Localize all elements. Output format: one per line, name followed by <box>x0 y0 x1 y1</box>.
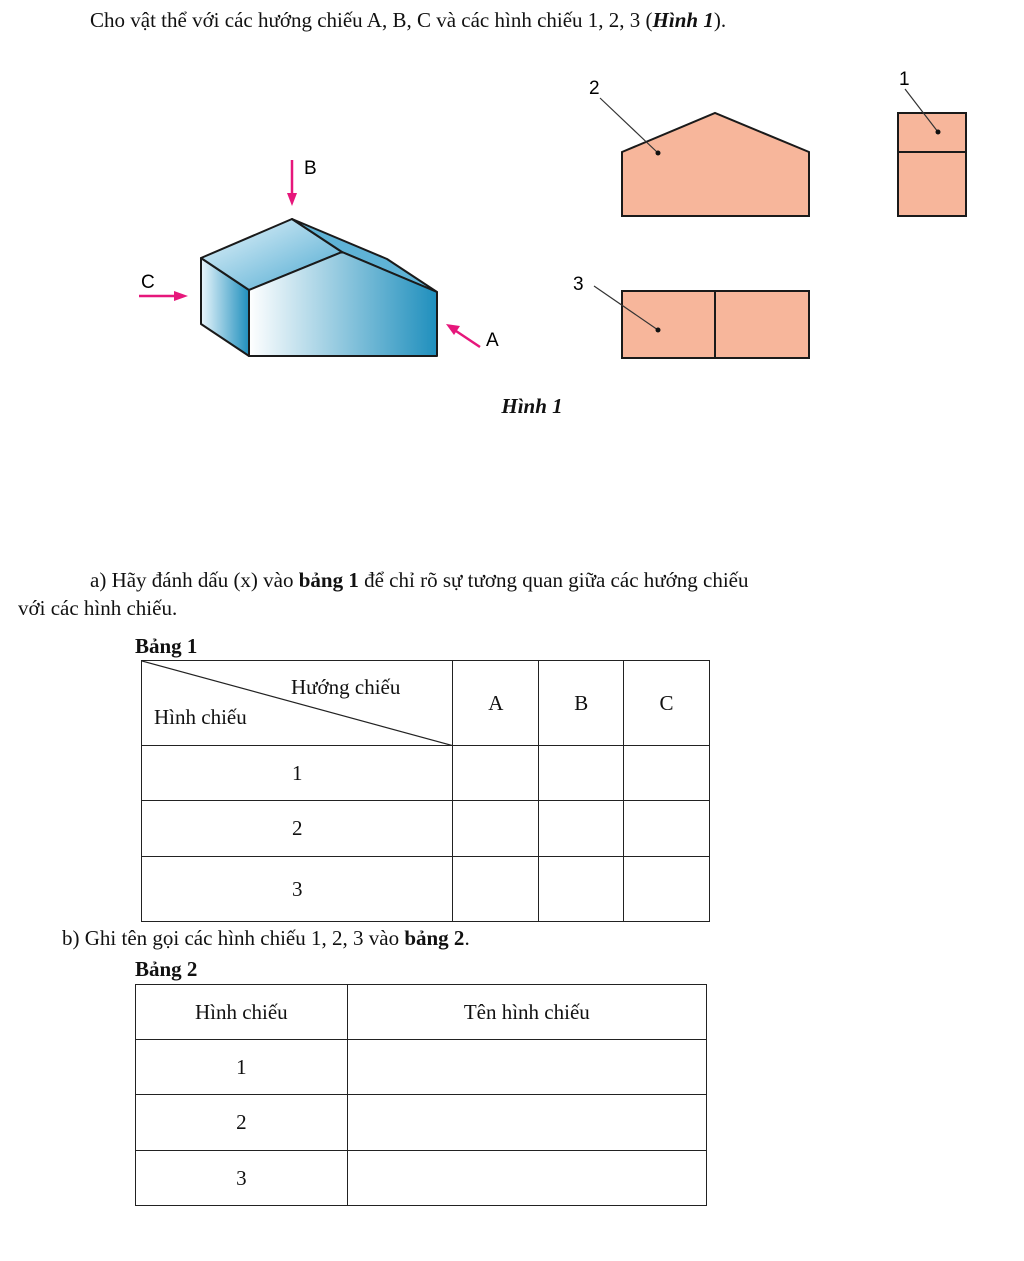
direction-label-a: A <box>486 330 499 351</box>
table-2-row-label: 2 <box>136 1095 348 1151</box>
question-b <box>62 926 470 951</box>
question-a-prefix: a) Hãy đánh dấu (x) vào <box>90 568 299 592</box>
question-b-prefix: b) Ghi tên gọi các hình chiếu 1, 2, 3 vào <box>62 926 405 950</box>
table-row <box>136 1095 707 1151</box>
table-2-header-view: Hình chiếu <box>136 985 348 1040</box>
intro-suffix: ). <box>713 8 727 32</box>
question-a-suffix: để chỉ rõ sự tương quan giữa các hướng chiếu <box>358 568 749 592</box>
view-2-shape <box>622 113 809 216</box>
table-2-row-label: 3 <box>136 1151 348 1206</box>
table-row <box>142 801 710 857</box>
table-1-row-label: 2 <box>142 801 453 857</box>
view-label-1: 1 <box>899 69 910 90</box>
direction-label-b: B <box>304 158 317 179</box>
table-2-cell[interactable] <box>347 1151 706 1206</box>
table-1-header-direction: Hướng chiếu <box>291 675 401 699</box>
view-label-3: 3 <box>573 274 584 295</box>
arrow-c-head <box>174 291 188 301</box>
arrow-a-shaft <box>456 331 480 347</box>
table-row <box>142 857 710 922</box>
table-1-title: Bảng 1 <box>135 634 198 658</box>
view-1-leader-dot <box>936 130 941 135</box>
table-1-row-label: 3 <box>142 857 453 922</box>
figure-1 <box>0 0 1024 400</box>
table-1-cell[interactable] <box>453 746 539 801</box>
table-row <box>136 1151 707 1206</box>
view-label-2: 2 <box>589 78 600 99</box>
table-2-row-label: 1 <box>136 1040 348 1095</box>
table-2-title: Bảng 2 <box>135 957 198 981</box>
table-2-cell[interactable] <box>347 1095 706 1151</box>
table-2-header-name: Tên hình chiếu <box>347 985 706 1040</box>
table-1-col-c: C <box>624 661 710 746</box>
table-1-cell[interactable] <box>539 746 624 801</box>
table-2-cell[interactable] <box>347 1040 706 1095</box>
direction-label-c: C <box>141 272 155 293</box>
question-a-line2: với các hình chiếu. <box>18 596 178 620</box>
question-a-line1 <box>90 568 749 593</box>
table-row <box>136 1040 707 1095</box>
view-2-leader <box>600 98 658 153</box>
intro-figure-ref: Hình 1 <box>652 8 714 32</box>
table-1-cell[interactable] <box>539 801 624 857</box>
table-1-col-b: B <box>539 661 624 746</box>
table-1-col-a: A <box>453 661 539 746</box>
intro-prefix: Cho vật thể với các hướng chiếu A, B, C và các hình chiếu 1, 2, 3 ( <box>90 8 653 32</box>
table-1 <box>141 660 710 922</box>
table-1-cell[interactable] <box>624 801 710 857</box>
view-1-shape <box>898 113 966 216</box>
table-1-diagonal-header <box>142 661 453 746</box>
table-1-cell[interactable] <box>624 857 710 922</box>
table-1-row-label: 1 <box>142 746 453 801</box>
question-a-bold: bảng 1 <box>298 568 359 592</box>
table-1-cell[interactable] <box>453 857 539 922</box>
table-2 <box>135 984 707 1206</box>
table-row <box>142 746 710 801</box>
question-b-suffix: . <box>464 926 470 950</box>
table-1-cell[interactable] <box>624 746 710 801</box>
view-2-leader-dot <box>656 151 661 156</box>
table-1-cell[interactable] <box>539 857 624 922</box>
view-3-leader-dot <box>656 328 661 333</box>
table-1-cell[interactable] <box>453 801 539 857</box>
table-1-header-view: Hình chiếu <box>154 705 247 729</box>
figure-caption: Hình 1 <box>501 394 563 418</box>
arrow-b-head <box>287 193 297 206</box>
isometric-object <box>201 219 437 356</box>
question-b-bold: bảng 2 <box>404 926 465 950</box>
table-1-diagonal-line <box>142 661 454 746</box>
